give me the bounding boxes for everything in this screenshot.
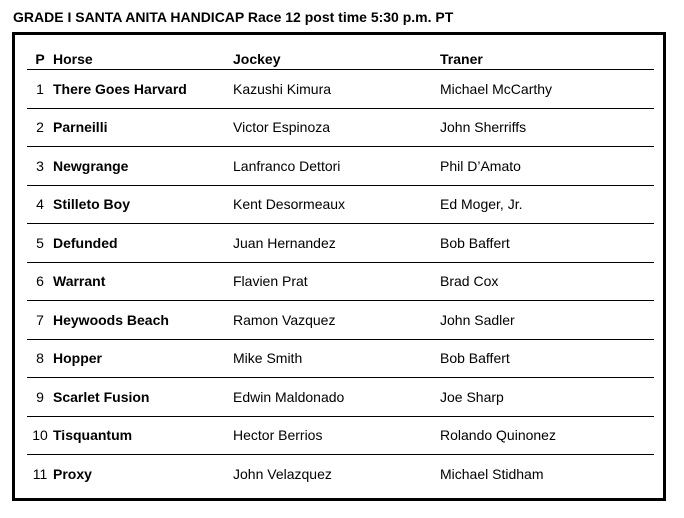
horse-cell: Scarlet Fusion <box>53 378 233 417</box>
post-cell: 1 <box>27 70 53 109</box>
post-cell: 2 <box>27 108 53 147</box>
post-cell: 5 <box>27 224 53 263</box>
table-body <box>27 70 654 493</box>
horse-cell: Warrant <box>53 262 233 301</box>
column-header-trainer: Traner <box>440 43 654 70</box>
jockey-cell: Lanfranco Dettori <box>233 147 440 186</box>
horse-cell: Proxy <box>53 465 92 482</box>
horse-cell: Tisquantum <box>53 416 233 455</box>
trainer-cell: Ed Moger, Jr. <box>440 185 654 224</box>
horse-cell: Newgrange <box>53 147 233 186</box>
post-cell: 11 <box>32 465 48 482</box>
jockey-cell: Kazushi Kimura <box>233 70 440 109</box>
table-row <box>27 416 654 455</box>
post-cell: 7 <box>27 301 53 340</box>
jockey-cell: John Velazquez <box>233 465 332 482</box>
table-row <box>27 262 654 301</box>
post-cell: 3 <box>27 147 53 186</box>
trainer-cell: Phil D’Amato <box>440 147 654 186</box>
entries-table <box>27 43 654 493</box>
trainer-cell: Brad Cox <box>440 262 654 301</box>
column-header-jockey: Jockey <box>233 43 440 70</box>
column-header-post: P <box>27 43 53 70</box>
post-cell: 10 <box>27 416 53 455</box>
post-cell: 9 <box>27 378 53 417</box>
table-row <box>27 339 654 378</box>
table-row <box>27 224 654 263</box>
jockey-cell: Hector Berrios <box>233 416 440 455</box>
jockey-cell: Flavien Prat <box>233 262 440 301</box>
trainer-cell: John Sadler <box>440 301 654 340</box>
column-header-horse: Horse <box>53 43 233 70</box>
horse-cell: Heywoods Beach <box>53 301 233 340</box>
jockey-cell: Mike Smith <box>233 339 440 378</box>
jockey-cell: Victor Espinoza <box>233 108 440 147</box>
post-cell: 8 <box>27 339 53 378</box>
table-row <box>27 455 654 493</box>
table-row <box>27 185 654 224</box>
horse-cell: Hopper <box>53 339 233 378</box>
trainer-cell: Bob Baffert <box>440 224 654 263</box>
post-cell: 4 <box>27 185 53 224</box>
jockey-cell: Juan Hernandez <box>233 224 440 263</box>
trainer-cell: Joe Sharp <box>440 378 654 417</box>
trainer-cell: Michael Stidham <box>440 465 544 482</box>
table-row <box>27 378 654 417</box>
trainer-cell: Rolando Quinonez <box>440 416 654 455</box>
table-row <box>27 70 654 109</box>
horse-cell: Stilleto Boy <box>53 185 233 224</box>
horse-cell: There Goes Harvard <box>53 70 233 109</box>
post-cell: 6 <box>27 262 53 301</box>
horse-cell: Defunded <box>53 224 233 263</box>
jockey-cell: Kent Desormeaux <box>233 185 440 224</box>
trainer-cell: Michael McCarthy <box>440 70 654 109</box>
trainer-cell: Bob Baffert <box>440 339 654 378</box>
entries-table-frame <box>12 32 666 501</box>
table-row <box>27 147 654 186</box>
page-title: GRADE I SANTA ANITA HANDICAP Race 12 post time 5:30 p.m. PT <box>13 9 454 25</box>
horse-cell: Parneilli <box>53 108 233 147</box>
table-row <box>27 108 654 147</box>
jockey-cell: Ramon Vazquez <box>233 301 440 340</box>
trainer-cell: John Sherriffs <box>440 108 654 147</box>
table-header-row <box>27 43 654 70</box>
table-row <box>27 301 654 340</box>
jockey-cell: Edwin Maldonado <box>233 378 440 417</box>
